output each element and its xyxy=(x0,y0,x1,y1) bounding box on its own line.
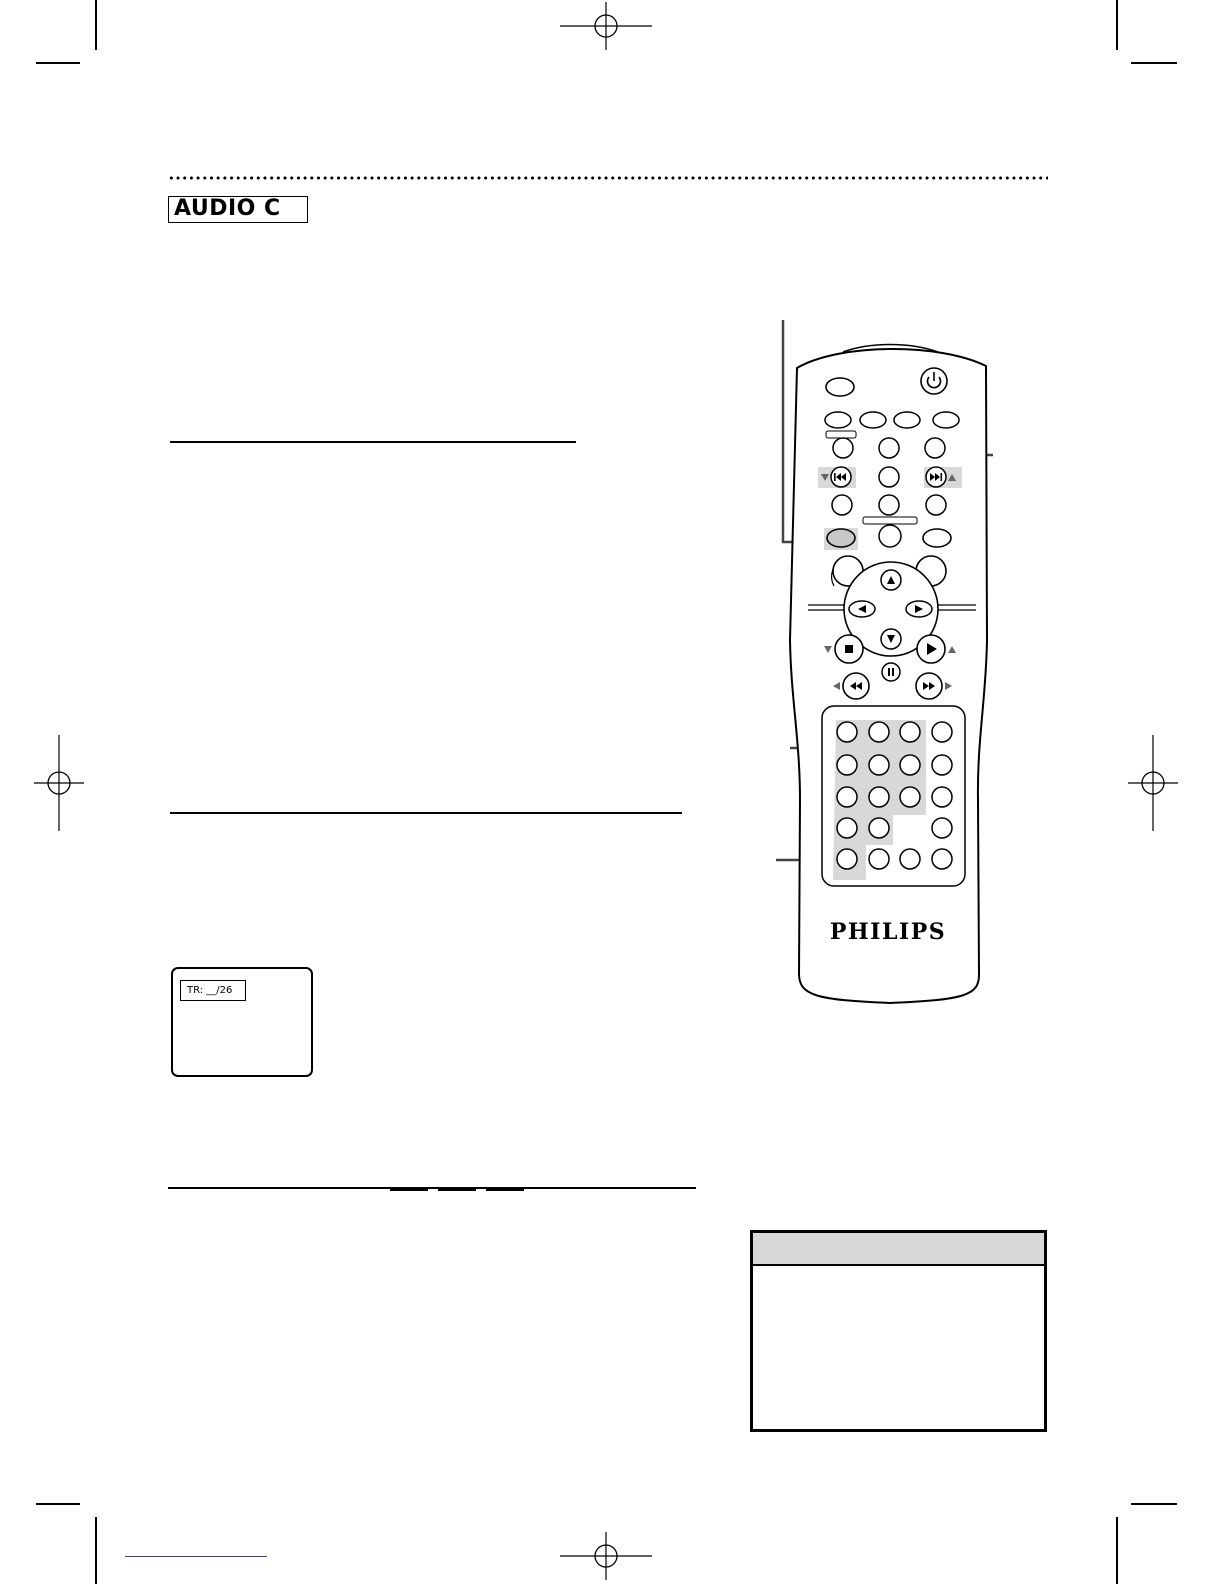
remote-button xyxy=(923,529,951,547)
audio-button xyxy=(827,529,855,547)
label-plate xyxy=(826,431,856,438)
remote-control xyxy=(760,310,1000,1010)
crop-mark xyxy=(95,0,97,50)
divider-accent xyxy=(390,1188,524,1191)
keypad-button xyxy=(837,818,857,838)
registration-mark xyxy=(556,2,656,52)
section-divider xyxy=(170,441,576,443)
footer-link-underline xyxy=(125,1556,267,1557)
function-button xyxy=(825,412,851,428)
keypad-button xyxy=(900,849,920,869)
stop-icon xyxy=(845,645,853,653)
keypad-button xyxy=(900,787,920,807)
remote-button xyxy=(925,438,945,458)
open-close-button xyxy=(826,378,854,396)
keypad-button xyxy=(869,849,889,869)
label-plate xyxy=(863,517,917,524)
crop-mark xyxy=(1116,0,1118,50)
function-button xyxy=(933,412,959,428)
remote-button xyxy=(833,438,853,458)
keypad-button xyxy=(837,722,857,742)
keypad-button xyxy=(900,755,920,775)
crop-mark xyxy=(1131,1503,1177,1505)
track-indicator: TR: __/26 xyxy=(180,980,246,1001)
pause-button xyxy=(882,663,900,681)
crop-mark xyxy=(36,1503,80,1505)
crop-mark xyxy=(1116,1517,1118,1584)
hint-box xyxy=(750,1230,1047,1432)
keypad-button xyxy=(932,849,952,869)
keypad-button xyxy=(932,755,952,775)
remote-button xyxy=(879,438,899,458)
remote-button xyxy=(879,467,899,487)
crop-mark xyxy=(36,62,80,64)
remote-button xyxy=(879,525,901,547)
brand-logo: PHILIPS xyxy=(829,919,947,945)
registration-mark xyxy=(34,735,84,831)
section-title: AUDIO C xyxy=(168,196,308,223)
keypad-button xyxy=(837,755,857,775)
remote-button xyxy=(926,495,946,515)
keypad-button xyxy=(932,722,952,742)
crop-mark xyxy=(1131,62,1177,64)
keypad-button xyxy=(932,787,952,807)
keypad-button xyxy=(869,722,889,742)
function-button xyxy=(894,412,920,428)
registration-mark xyxy=(556,1532,656,1582)
registration-mark xyxy=(1128,735,1178,831)
keypad-button xyxy=(837,787,857,807)
function-button xyxy=(860,412,886,428)
remote-button xyxy=(879,495,899,515)
remote-button xyxy=(832,495,852,515)
hint-box-header xyxy=(753,1233,1044,1266)
dotted-header-rule xyxy=(168,176,1048,180)
keypad-button xyxy=(900,722,920,742)
keypad-button xyxy=(869,755,889,775)
keypad-button xyxy=(932,818,952,838)
keypad-button xyxy=(869,787,889,807)
section-divider xyxy=(170,812,682,814)
keypad-button xyxy=(869,818,889,838)
tv-screen-display xyxy=(171,967,313,1077)
crop-mark xyxy=(95,1517,97,1584)
keypad-button xyxy=(837,849,857,869)
